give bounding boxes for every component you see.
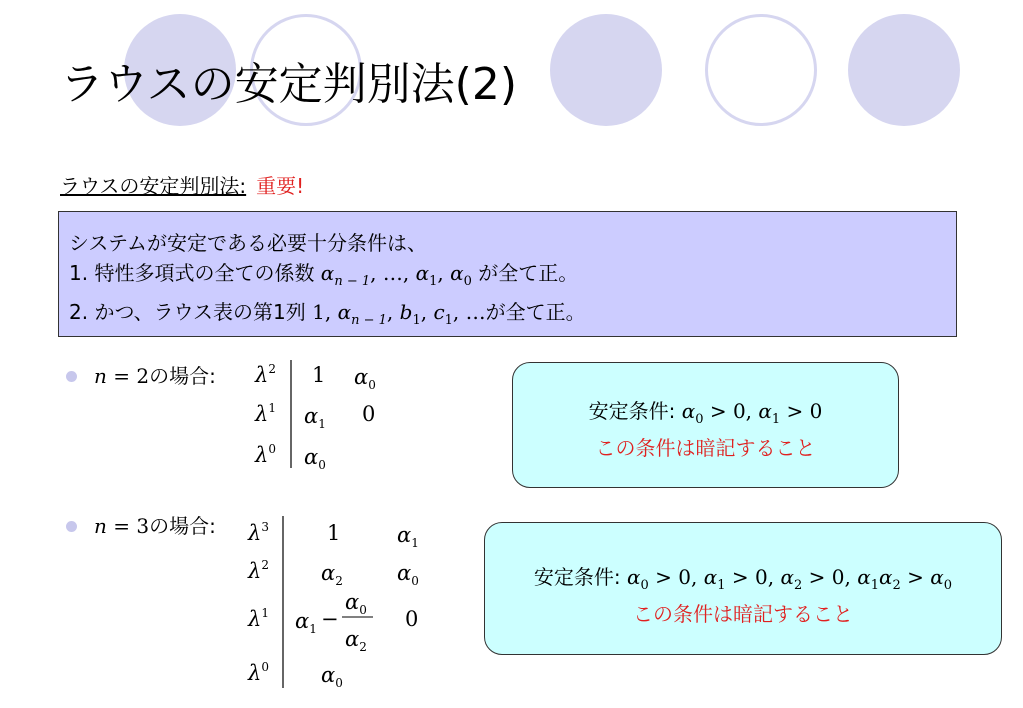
important-mark: 重要!: [256, 174, 305, 198]
condition-line-1: システムが安定である必要十分条件は、: [69, 231, 427, 255]
svg-text:λ2: $\lambda^2$: [255, 362, 276, 387]
case-n3-label: n = 3の場合:: [94, 514, 216, 538]
svg-text:λ1: $\lambda^1$: [248, 606, 269, 631]
stability-condition-n2: 安定条件: $\alpha_0 > 0$, $\alpha_1 > 0$ この条件は暗記すること: [512, 362, 899, 488]
condition-line-3: 2. かつ、ラウス表の第1列 1, $\alpha_{n - 1}$, $b_1$, $c_1$, …が全て正。: [69, 300, 586, 328]
svg-text:λ0: $\lambda^0$: [248, 660, 269, 685]
svg-text:λ2: $\lambda^2$: [248, 558, 269, 583]
svg-text:α0: $\alpha_0$: [321, 663, 343, 690]
memorize-note: この条件は暗記すること: [633, 602, 853, 626]
memorize-note: この条件は暗記すること: [595, 436, 816, 460]
bullet-icon: [66, 521, 77, 532]
svg-text:α0: $\alpha_0$: [304, 445, 326, 472]
svg-text:α1: $\alpha_1$: [397, 523, 419, 550]
case-n2-label: n = 2の場合:: [94, 364, 216, 388]
first-column-list: 1, $\alpha_{n - 1}$, $b_1$, $c_1$, …: [312, 300, 486, 328]
stability-formula-n2: $\alpha_0 > 0$, $\alpha_1 > 0$: [681, 399, 823, 427]
svg-text:−: −: [321, 607, 339, 631]
svg-text:α2: $\alpha_2$: [321, 561, 343, 588]
stability-condition-n3: 安定条件: $\alpha_0 > 0$, $\alpha_1 > 0$, $\alpha_2 > 0$, $\alpha_1\alpha_2 > \alpha_0$ この条件は暗記すること: [484, 522, 1002, 655]
routh-table-n2: [250, 358, 400, 473]
svg-text:λ3: $\lambda^3$: [248, 520, 269, 545]
condition-line-2: 1. 特性多項式の全ての係数 $\alpha_{n - 1}$, …, $\alpha_1$, $\alpha_0$ が全て正。: [69, 261, 579, 289]
svg-text:1: 1: [312, 363, 326, 387]
decor-circle: [848, 14, 960, 126]
svg-text:1: 1: [327, 521, 341, 545]
svg-text:α1: $\alpha_1$: [304, 404, 326, 431]
svg-text:α1: $\alpha_1$: [295, 609, 317, 636]
svg-text:α0: $\alpha_0$: [354, 365, 376, 392]
decor-circle: [705, 14, 817, 126]
svg-text:α2: $\alpha_2$: [345, 627, 367, 654]
svg-text:α0: $\alpha_0$: [397, 561, 419, 588]
stability-formula-n3: $\alpha_0 > 0$, $\alpha_1 > 0$, $\alpha_2 > 0$, $\alpha_1\alpha_2 > \alpha_0$: [627, 565, 953, 593]
bullet-icon: [66, 371, 77, 382]
svg-text:0: 0: [362, 402, 376, 426]
svg-text:λ0: $\lambda^0$: [255, 442, 276, 467]
decor-circle: [550, 14, 662, 126]
routh-table-n3: [245, 512, 455, 697]
svg-text:α0: $\alpha_0$: [345, 590, 367, 617]
subtitle-label: ラウスの安定判別法:: [60, 174, 247, 198]
slide-title: ラウスの安定判別法(2): [60, 59, 518, 110]
condition-box: [58, 211, 957, 337]
coefficient-list: $\alpha_{n - 1}$, …, $\alpha_1$, $\alpha_0$: [320, 261, 472, 289]
svg-text:λ1: $\lambda^1$: [255, 401, 276, 426]
subtitle: [60, 172, 304, 200]
svg-text:0: 0: [405, 607, 419, 631]
